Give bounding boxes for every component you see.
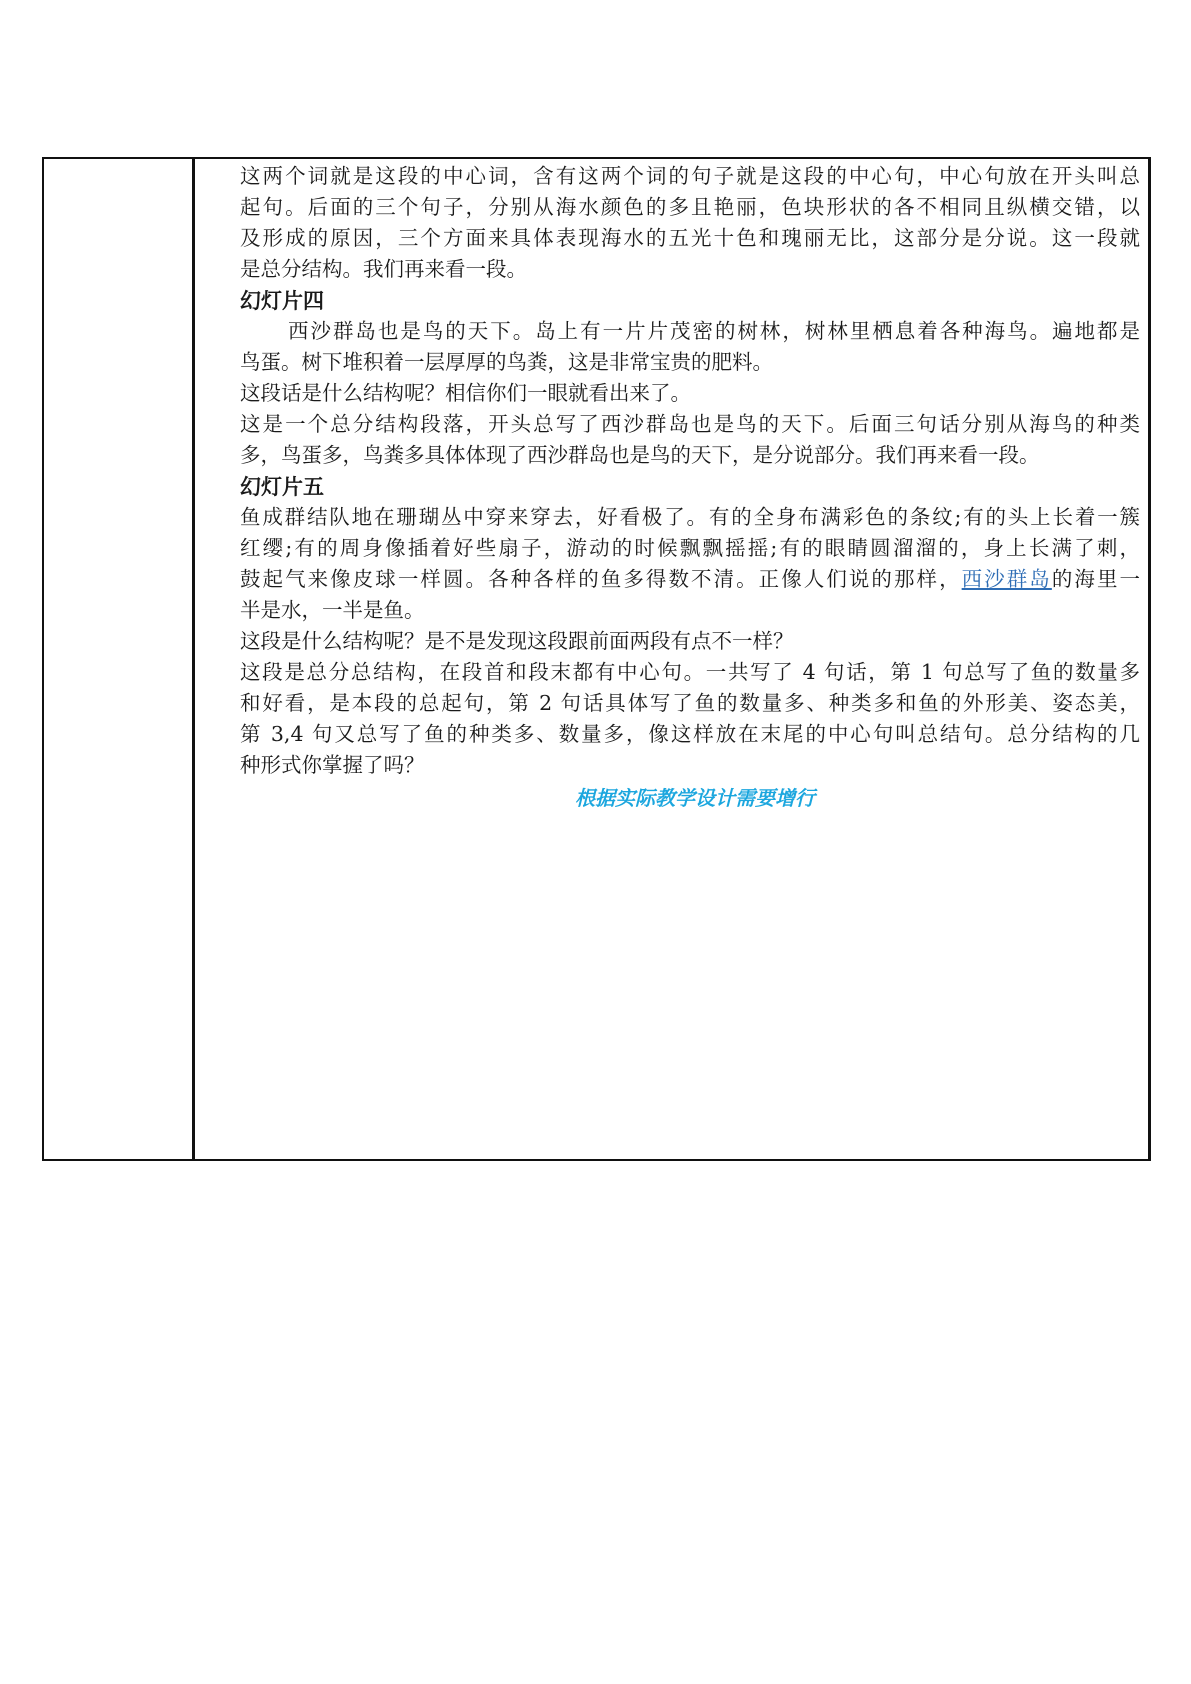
add-rows-note: 根据实际教学设计需要增行 — [575, 786, 815, 810]
slide4-answer-line: 这是一个总分结构段落，开头总写了西沙群岛也是鸟的天下。后面三句话分别从海鸟的种类 — [240, 412, 1140, 436]
slide3-text-line: 及形成的原因，三个方面来具体表现海水的五光十色和瑰丽无比，这部分是分说。这一段就 — [240, 226, 1140, 250]
slide5-passage-line — [240, 564, 1140, 595]
slide5-passage-line: 鱼成群结队地在珊瑚丛中穿来穿去，好看极了。有的全身布满彩色的条纹;有的头上长着一簇 — [240, 505, 1140, 529]
slide4-passage-line: 西沙群岛也是鸟的天下。岛上有一片片茂密的树林，树林里栖息着各种海鸟。遍地都是 — [288, 319, 1140, 343]
slide5-answer-line: 种形式你掌握了吗？ — [240, 753, 425, 777]
slide4-heading: 幻灯片四 — [240, 288, 324, 313]
column-divider — [192, 159, 195, 1159]
slide5-passage-line: 红缨;有的周身像插着好些扇子，游动的时候飘飘摇摇;有的眼睛圆溜溜的，身上长满了刺， — [240, 536, 1140, 560]
slide3-text-line: 起句。后面的三个句子，分别从海水颜色的多且艳丽，色块形状的各不相同且纵横交错，以 — [240, 195, 1140, 219]
slide4-passage-line: 鸟蛋。树下堆积着一层厚厚的鸟粪，这是非常宝贵的肥料。 — [240, 350, 773, 374]
slide5-heading: 幻灯片五 — [240, 474, 324, 499]
slide3-text-line: 这两个词就是这段的中心词，含有这两个词的句子就是这段的中心句，中心句放在开头叫总 — [240, 164, 1140, 188]
slide5-question: 这段是什么结构呢？是不是发现这段跟前面两段有点不一样？ — [240, 629, 794, 653]
slide5-answer-line: 这段是总分总结构，在段首和段末都有中心句。一共写了 4 句话，第 1 句总写了鱼的数量多 — [240, 660, 1140, 684]
passage-text: 鼓起气来像皮球一样圆。各种各样的鱼多得数不清。正像人们说的那样， — [240, 567, 962, 591]
passage-text: 的海里一 — [1051, 567, 1141, 591]
left-column-cell — [44, 159, 192, 1159]
slide5-answer-line: 和好看，是本段的总起句，第 2 句话具体写了鱼的数量多、种类多和鱼的外形美、姿态美， — [240, 691, 1140, 715]
slide5-passage-line: 半是水，一半是鱼。 — [240, 598, 425, 622]
xisha-islands-link[interactable]: 西沙群岛 — [961, 567, 1052, 591]
right-column-cell — [240, 159, 1140, 814]
slide4-answer-line: 多，鸟蛋多，鸟粪多具体体现了西沙群岛也是鸟的天下，是分说部分。我们再来看一段。 — [240, 443, 1040, 467]
lesson-table — [42, 157, 1151, 1161]
slide3-text-line: 是总分结构。我们再来看一段。 — [240, 257, 527, 281]
slide4-question: 这段话是什么结构呢？相信你们一眼就看出来了。 — [240, 381, 691, 405]
slide5-answer-line: 第 3,4 句又总写了鱼的种类多、数量多，像这样放在末尾的中心句叫总结句。总分结构的几 — [240, 722, 1140, 746]
